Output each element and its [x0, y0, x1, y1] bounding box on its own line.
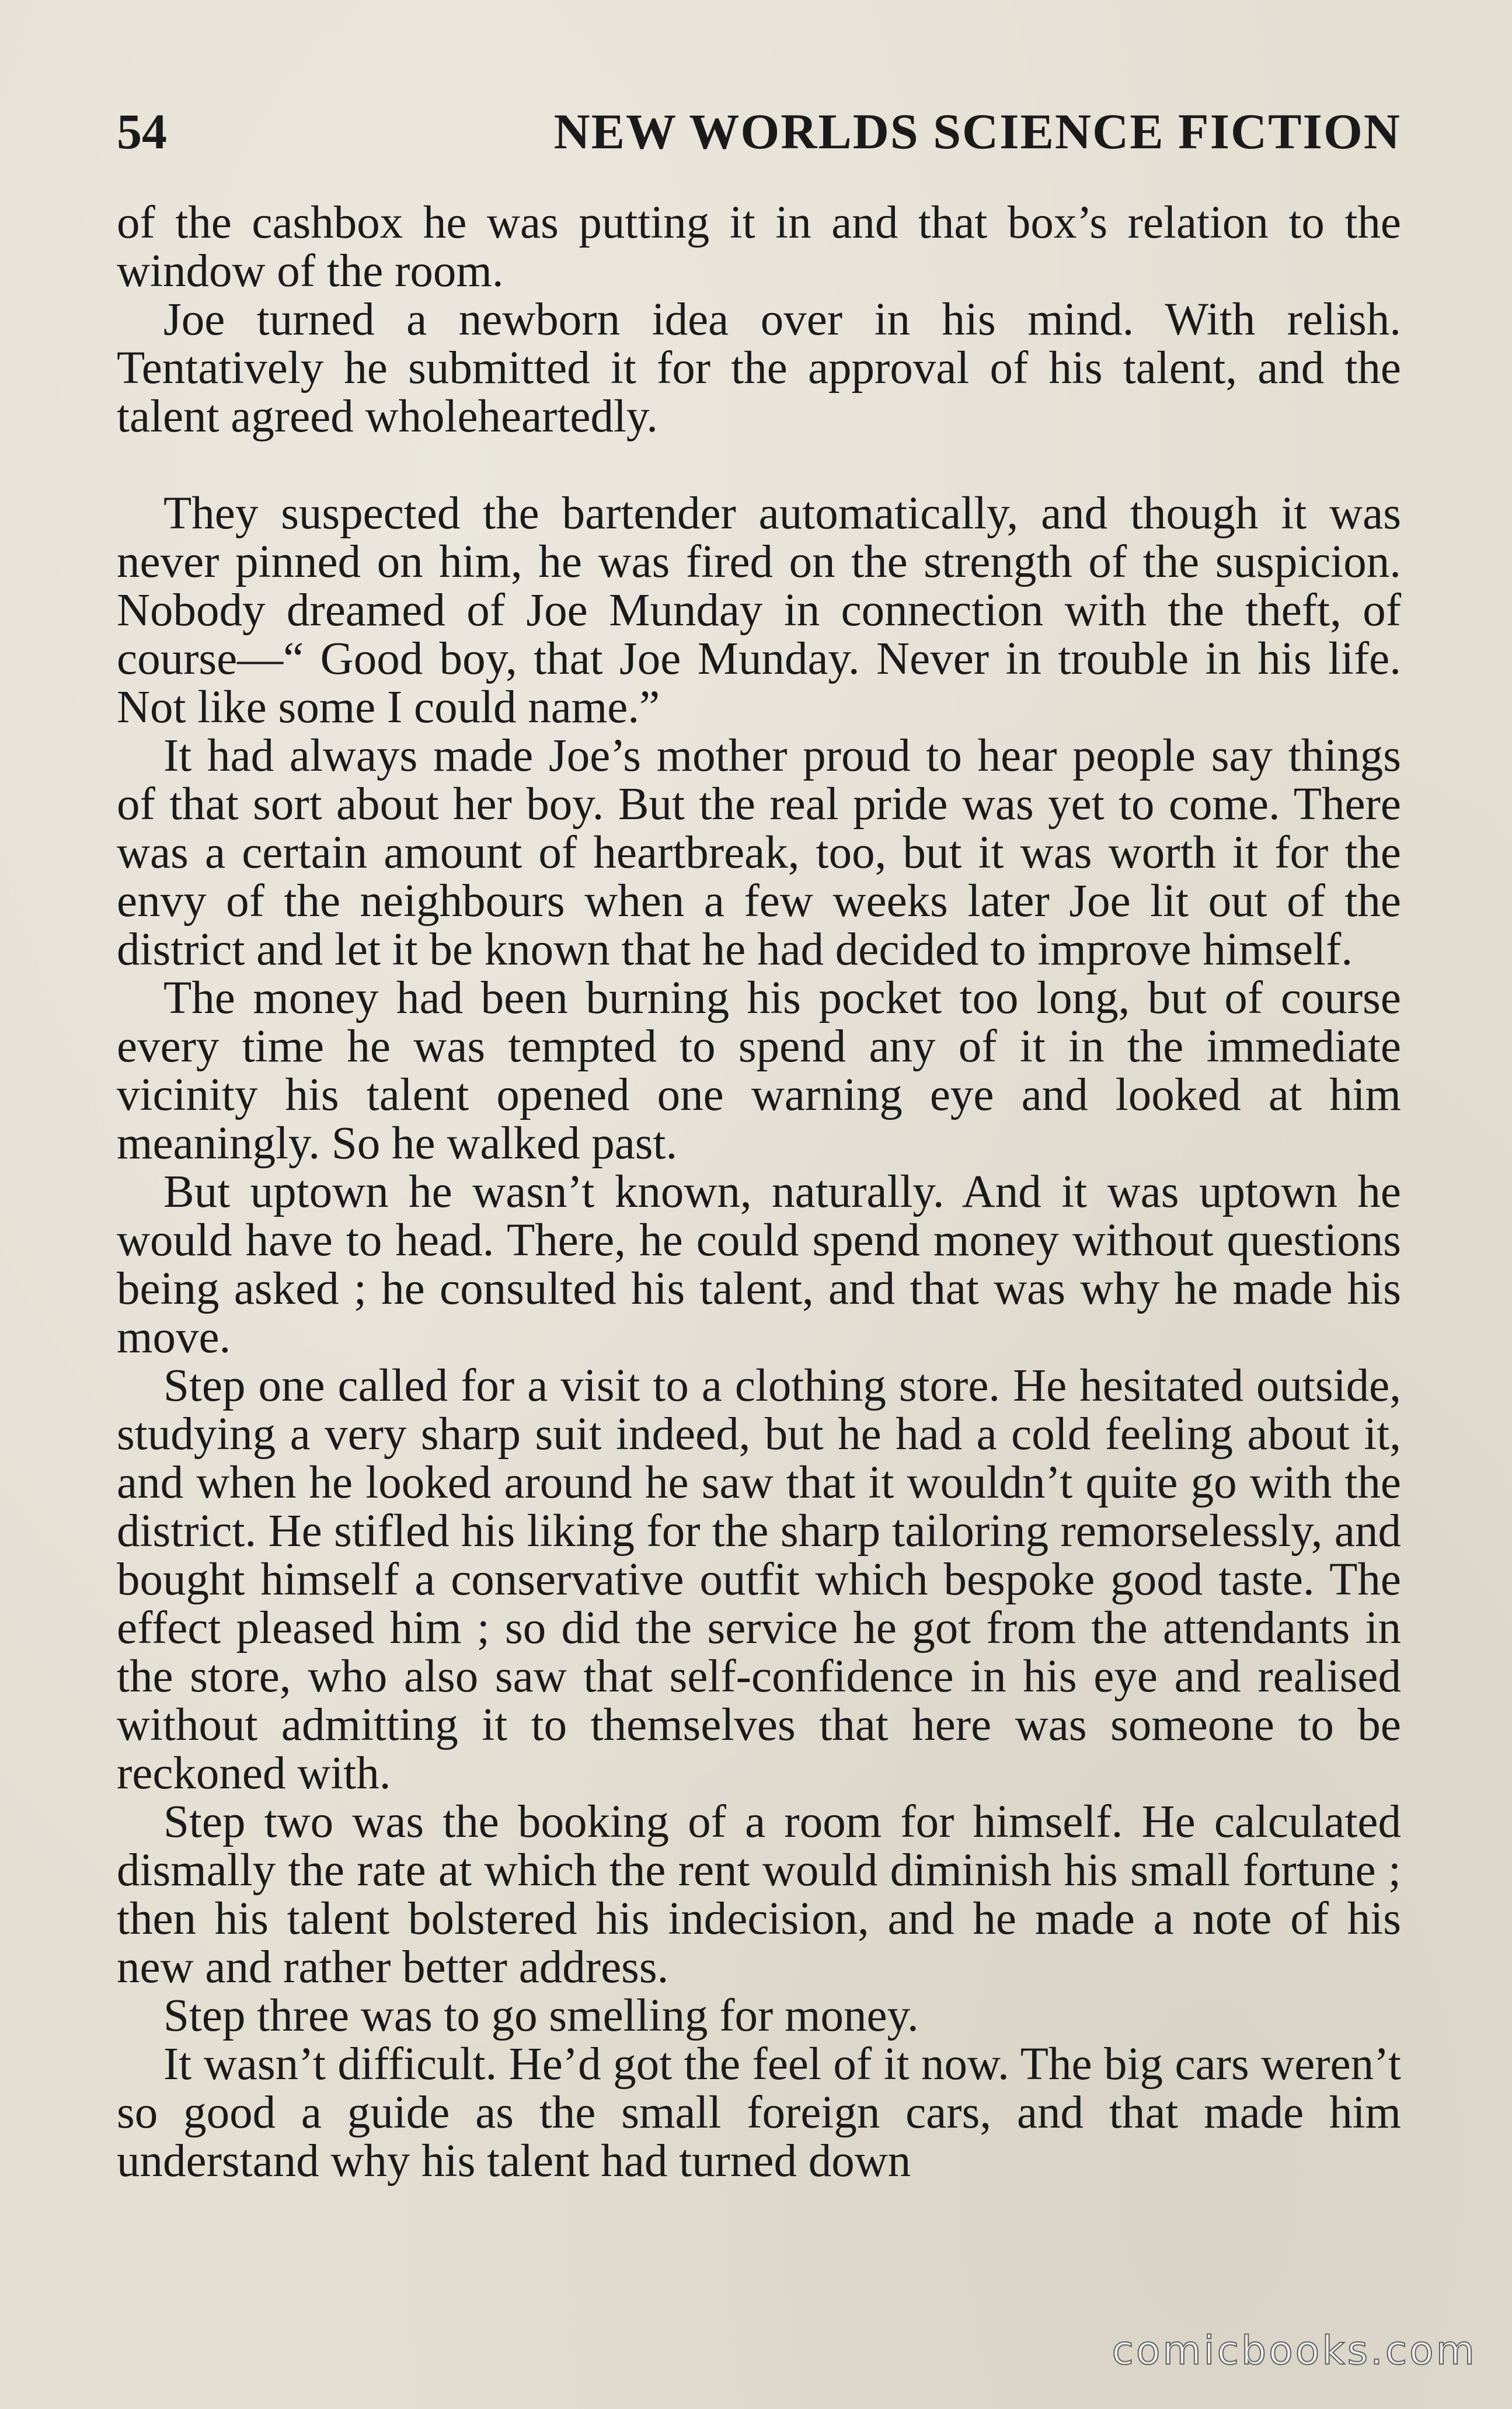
page-number: 54: [117, 103, 167, 159]
page-header: [117, 99, 1401, 163]
paragraph: Step three was to go smelling for money.: [163, 1990, 919, 2041]
paragraph-section-start: They suspected the bartender automatically, and though it was never pinned on him, he was fired on the strength of the suspicion. Nobody dreamed of Joe Munday in connection with the theft, of course—“ Good boy, that Joe Munday. Never in trouble in his life. Not like some I could name.”: [117, 488, 1401, 733]
paragraph: But uptown he wasn’t known, naturally. And it was uptown he would have to head. There, he could spend money without questions being asked ; he consulted his talent, and that was why he made his move.: [117, 1167, 1401, 1363]
paragraph: Step one called for a visit to a clothing store. He hesitated outside, studying a very sharp suit indeed, but he had a cold feeling about it, and when he looked around he saw that it wouldn’t quite go with the district. He stifled his liking for the sharp tailoring remorselessly, and bought himself a conservative outfit which bespoke good taste. The effect pleased him ; so did the service he got from the attendants in the store, who also saw that self-confidence in his eye and realised without admitting it to themselves that here was someone to be reckoned with.: [117, 1360, 1401, 1799]
paragraph: It had always made Joe’s mother proud to hear people say things of that sort about her boy. But the real pride was yet to come. There was a certain amount of heartbreak, too, but it was worth it for the envy of the neighbours when a few weeks later Joe lit out of the district and let it be known that he had decided to improve himself.: [117, 730, 1401, 975]
paragraph-continuation: of the cashbox he was putting it in and that box’s relation to the window of the room.: [117, 197, 1401, 297]
watermark: comicbooks.com: [1112, 2328, 1477, 2374]
paragraph: Joe turned a newborn idea over in his mind. With relish. Tentatively he submitted it for the approval of his talent, and the talent agreed wholeheartedly.: [117, 294, 1401, 442]
paragraph: The money had been burning his pocket too long, but of course every time he was tempted to spend any of it in the immediate vicinity his talent opened one warning eye and looked at him meaningly. So he walked past.: [117, 973, 1401, 1169]
paragraph: Step two was the booking of a room for himself. He calculated dismally the rate at which the rent would diminish his small fortune ; then his talent bolstered his indecision, and he made a note of his new and rather better address.: [117, 1797, 1401, 1993]
story-text: [117, 199, 1401, 2185]
running-title: NEW WORLDS SCIENCE FICTION: [553, 103, 1401, 159]
paragraph: It wasn’t difficult. He’d got the feel of it now. The big cars weren’t so good a guide as the small foreign cars, and that made him understand why his talent had turned down: [117, 2039, 1401, 2187]
